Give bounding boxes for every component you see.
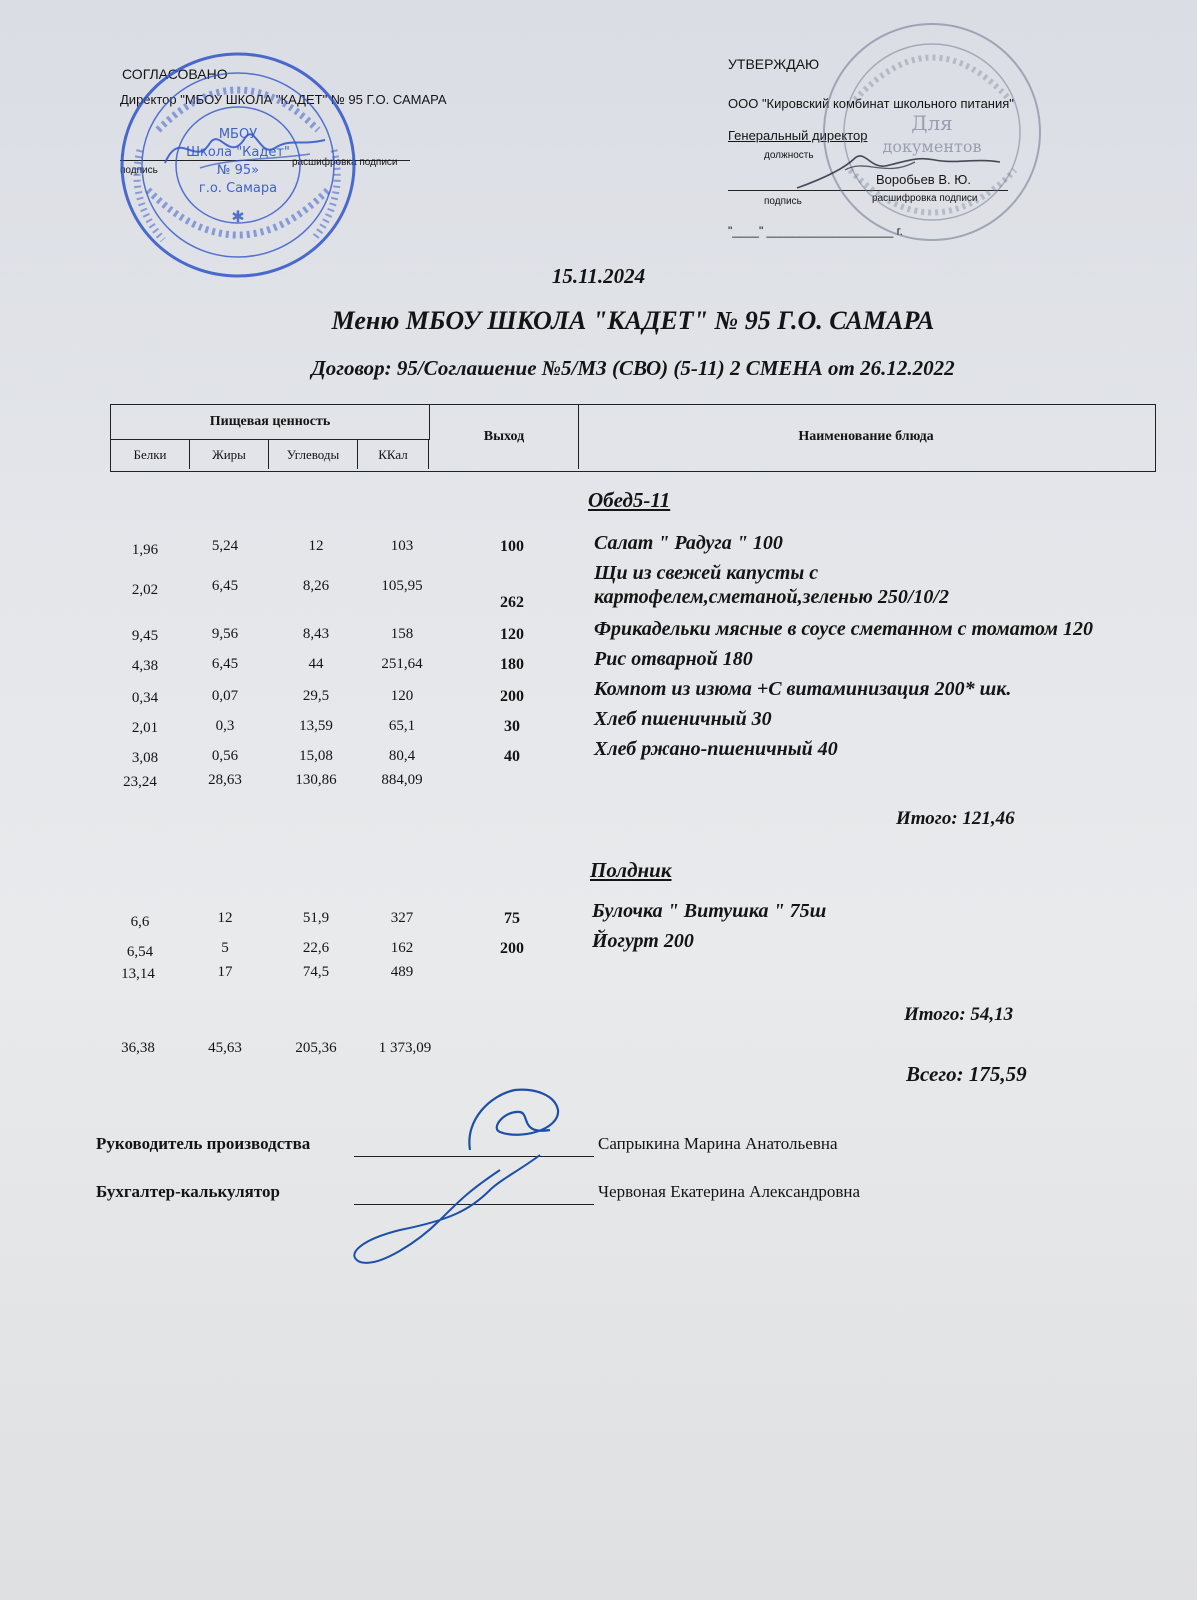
stamp-line-1: МБОУ — [218, 127, 258, 142]
director-signature — [160, 118, 330, 178]
cell-dish: Хлеб ржано-пшеничный 40 — [594, 738, 838, 760]
cell-fats: 6,45 — [211, 656, 239, 672]
cell-fats: 0,56 — [211, 748, 239, 764]
approval-right-sign-caption: подпись — [764, 196, 802, 207]
total-proteins: 13,14 — [121, 966, 155, 982]
total-fats: 28,63 — [208, 772, 242, 788]
grand-fats: 45,63 — [208, 1040, 242, 1056]
table-header — [110, 404, 1156, 472]
total-proteins: 23,24 — [123, 774, 157, 790]
cell-fats: 6,45 — [211, 578, 239, 594]
cell-carbs: 29,5 — [302, 688, 330, 704]
cell-output: 120 — [500, 626, 524, 643]
svg-text:✱: ✱ — [231, 209, 245, 226]
director-right-signature — [795, 148, 1005, 196]
cell-fats: 5,24 — [211, 538, 239, 554]
cell-kcal: 162 — [390, 940, 414, 956]
cell-output: 75 — [504, 910, 520, 927]
header-carbs: Углеводы — [269, 440, 358, 469]
document-date: 15.11.2024 — [551, 264, 646, 288]
approval-right-org: ООО "Кировский комбинат школьного питания" — [728, 96, 1014, 111]
grand-sum: Всего: 175,59 — [906, 1062, 1027, 1086]
cell-dish: Булочка " Витушка " 75ш — [592, 900, 827, 922]
approval-right-date-line: "____" ___________________ г. — [728, 224, 903, 238]
grand-kcal: 1 373,09 — [378, 1040, 432, 1056]
cell-proteins: 0,34 — [131, 690, 159, 706]
cell-carbs: 13,59 — [299, 718, 333, 734]
cell-output: 40 — [504, 748, 520, 765]
cell-proteins: 6,54 — [126, 944, 154, 960]
production-handwritten-signature — [460, 1080, 570, 1160]
document-contract: Договор: 95/Соглашение №5/МЗ (СВО) (5-11) 2 СМЕНА от 26.12.2022 — [311, 356, 955, 380]
cell-kcal: 158 — [390, 626, 414, 642]
total-kcal: 884,09 — [381, 772, 423, 788]
snack-sum: Итого: 54,13 — [904, 1004, 1014, 1025]
approval-left-director: Директор "МБОУ ШКОЛА "КАДЕТ" № 95 Г.О. САМАРА — [120, 92, 447, 107]
signature-role-accountant: Бухгалтер-калькулятор — [96, 1182, 280, 1201]
header-proteins: Белки — [111, 440, 190, 469]
header-output: Выход — [430, 405, 579, 469]
cell-kcal: 105,95 — [381, 578, 423, 594]
cell-proteins: 6,6 — [130, 914, 150, 930]
stamp-line-3: № 95» — [216, 163, 260, 178]
cell-dish: Хлеб пшеничный 30 — [594, 708, 772, 730]
cell-carbs: 12 — [308, 538, 324, 554]
header-kcal: ККал — [358, 440, 429, 469]
cell-carbs: 8,43 — [302, 626, 330, 642]
approval-left-heading: СОГЛАСОВАНО — [122, 66, 228, 82]
cell-kcal: 251,64 — [381, 656, 423, 672]
cell-kcal: 120 — [390, 688, 414, 704]
approval-right-decode-caption: расшифровка подписи — [872, 193, 978, 204]
approval-right-heading: УТВЕРЖДАЮ — [728, 56, 820, 72]
cell-proteins: 2,01 — [131, 720, 159, 736]
cell-output: 200 — [500, 940, 524, 957]
cell-fats: 5 — [221, 940, 229, 956]
cell-output: 262 — [500, 594, 524, 611]
total-fats: 17 — [217, 964, 233, 980]
cell-kcal: 80,4 — [388, 748, 416, 764]
lunch-sum: Итого: 121,46 — [896, 808, 1015, 829]
signature-name-accountant: Червоная Екатерина Александровна — [598, 1182, 861, 1201]
cell-fats: 9,56 — [211, 626, 239, 642]
cell-carbs: 22,6 — [302, 940, 330, 956]
cell-dish: Фрикадельки мясные в соусе сметанном с томатом 120 — [594, 618, 1093, 640]
cell-dish: Салат " Радуга " 100 — [594, 532, 783, 554]
cell-dish: Компот из изюма +С витаминизация 200* шк. — [594, 678, 1012, 700]
cell-carbs: 44 — [308, 656, 324, 672]
total-kcal: 489 — [390, 964, 414, 980]
grand-proteins: 36,38 — [121, 1040, 155, 1056]
section-title-lunch: Обед5-11 — [588, 488, 671, 512]
approval-right-name: Воробьев В. Ю. — [876, 172, 971, 187]
cell-proteins: 1,96 — [131, 542, 159, 558]
company-round-stamp — [820, 20, 1045, 245]
grand-carbs: 205,36 — [295, 1040, 337, 1056]
cell-proteins: 2,02 — [131, 582, 159, 598]
cell-fats: 0,3 — [215, 718, 235, 734]
company-stamp-line-2: документов — [882, 137, 982, 156]
cell-dish: Щи из свежей капусты с — [594, 562, 819, 584]
approval-left-decode-caption: расшифровка подписи — [292, 157, 398, 168]
cell-proteins: 4,38 — [131, 658, 159, 674]
cell-dish-line-2: картофелем,сметаной,зеленью 250/10/2 — [594, 586, 949, 608]
document-title: Меню МБОУ ШКОЛА "КАДЕТ" № 95 Г.О. САМАРА — [331, 306, 935, 335]
header-nutrition: Пищевая ценность — [111, 405, 430, 440]
cell-dish: Йогурт 200 — [592, 930, 694, 952]
approval-right-position: Генеральный директор — [728, 128, 868, 143]
cell-carbs: 8,26 — [302, 578, 330, 594]
cell-carbs: 51,9 — [302, 910, 330, 926]
cell-proteins: 3,08 — [131, 750, 159, 766]
signature-name-production: Сапрыкина Марина Анатольевна — [598, 1134, 838, 1153]
section-title-snack: Полдник — [590, 858, 672, 882]
header-fats: Жиры — [190, 440, 269, 469]
cell-fats: 12 — [217, 910, 233, 926]
stamp-line-4: г.о. Самара — [198, 181, 278, 196]
cell-fats: 0,07 — [211, 688, 239, 704]
cell-output: 200 — [500, 688, 524, 705]
cell-output: 180 — [500, 656, 524, 673]
total-carbs: 130,86 — [295, 772, 337, 788]
cell-kcal: 103 — [390, 538, 414, 554]
accountant-handwritten-signature — [340, 1150, 560, 1270]
cell-output: 100 — [500, 538, 524, 555]
header-dish-name: Наименование блюда — [798, 429, 934, 444]
approval-left-sign-caption: подпись — [120, 165, 158, 176]
stamp-line-2: Школа "Кадет" — [186, 145, 290, 160]
cell-output: 30 — [504, 718, 520, 735]
cell-proteins: 9,45 — [131, 628, 159, 644]
cell-kcal: 65,1 — [388, 718, 416, 734]
signature-role-production: Руководитель производства — [96, 1134, 311, 1153]
cell-carbs: 15,08 — [299, 748, 333, 764]
cell-dish: Рис отварной 180 — [594, 648, 753, 670]
company-stamp-line-1: Для — [911, 111, 953, 135]
approval-right-position-caption: должность — [764, 150, 814, 161]
cell-kcal: 327 — [390, 910, 414, 926]
total-carbs: 74,5 — [302, 964, 330, 980]
